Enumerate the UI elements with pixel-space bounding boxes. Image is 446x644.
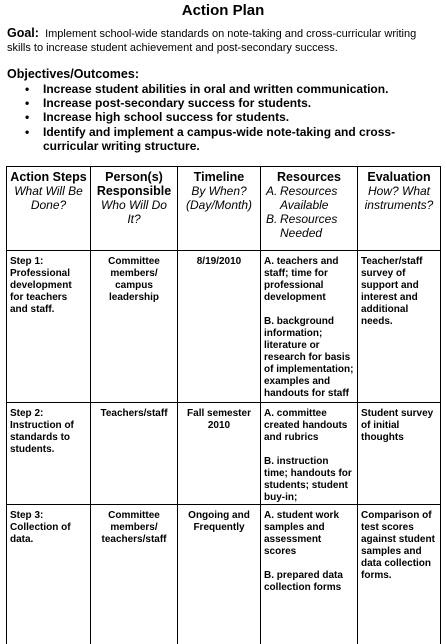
bullet-icon: • [25, 124, 30, 139]
resources-cell: A. teachers and staff; time for professional development B. background information; literature or research for basis of implementation; examples and handouts for staff [261, 251, 358, 403]
table-header-row [7, 167, 441, 251]
persons-cell: Committee members/ campus leadership [91, 251, 178, 403]
objectives-heading: Objectives/Outcomes: [7, 67, 139, 81]
timeline-cell: Fall semester 2010 [178, 403, 261, 505]
step-cell: Step 2: Instruction of standards to students. [7, 403, 91, 505]
header-timeline: Timeline By When? (Day/Month) [178, 167, 261, 251]
step-cell: Step 1: Professional development for teachers and staff. [7, 251, 91, 403]
evaluation-cell: Comparison of test scores against student samples and data collection forms. [358, 505, 441, 644]
resources-cell: A. committee created handouts and rubrics B. instruction time; handouts for students; student buy-in; [261, 403, 358, 505]
timeline-cell: 8/19/2010 [178, 251, 261, 403]
page-title: Action Plan [181, 2, 265, 19]
persons-cell: Teachers/staff [91, 403, 178, 505]
step-cell: Step 3: Collection of data. [7, 505, 91, 644]
bullet-icon: • [25, 96, 30, 111]
header-action-steps: Action Steps What Will Be Done? [7, 167, 91, 251]
objective-item: • Increase student abilities in oral and written communication. [25, 82, 389, 96]
header-evaluation: Evaluation How? What instruments? [358, 167, 441, 251]
objective-item: • Identify and implement a campus-wide note-taking and cross-curricular writing structure. [25, 124, 396, 153]
bullet-icon: • [25, 110, 30, 125]
action-plan-table [6, 166, 441, 644]
evaluation-cell: Student survey of initial thoughts [358, 403, 441, 505]
objective-item: • Increase high school success for students. [25, 110, 290, 125]
table-row [7, 403, 441, 505]
timeline-cell: Ongoing and Frequently [178, 505, 261, 644]
persons-cell: Committee members/ teachers/staff [91, 505, 178, 644]
header-resources: Resources A. Resources Available B. Resources Needed [261, 167, 358, 251]
goal-statement [7, 26, 443, 55]
table-row [7, 251, 441, 403]
goal-text: Implement school-wide standards on note-taking and cross-curricular writing skills to increase student achievement and post-secondary success. [7, 28, 417, 54]
resources-sublist: A. Resources Available B. Resources Needed [266, 184, 338, 240]
header-persons-responsible: Person(s) Responsible Who Will Do It? [91, 167, 178, 251]
objectives-list [25, 82, 440, 153]
evaluation-cell: Teacher/staff survey of support and interest and additional needs. [358, 251, 441, 403]
goal-label: Goal: [7, 26, 39, 40]
resources-cell: A. student work samples and assessment scores B. prepared data collection forms [261, 505, 358, 644]
bullet-icon: • [25, 82, 30, 96]
objective-item: • Increase post-secondary success for students. [25, 96, 312, 111]
table-row [7, 505, 441, 644]
